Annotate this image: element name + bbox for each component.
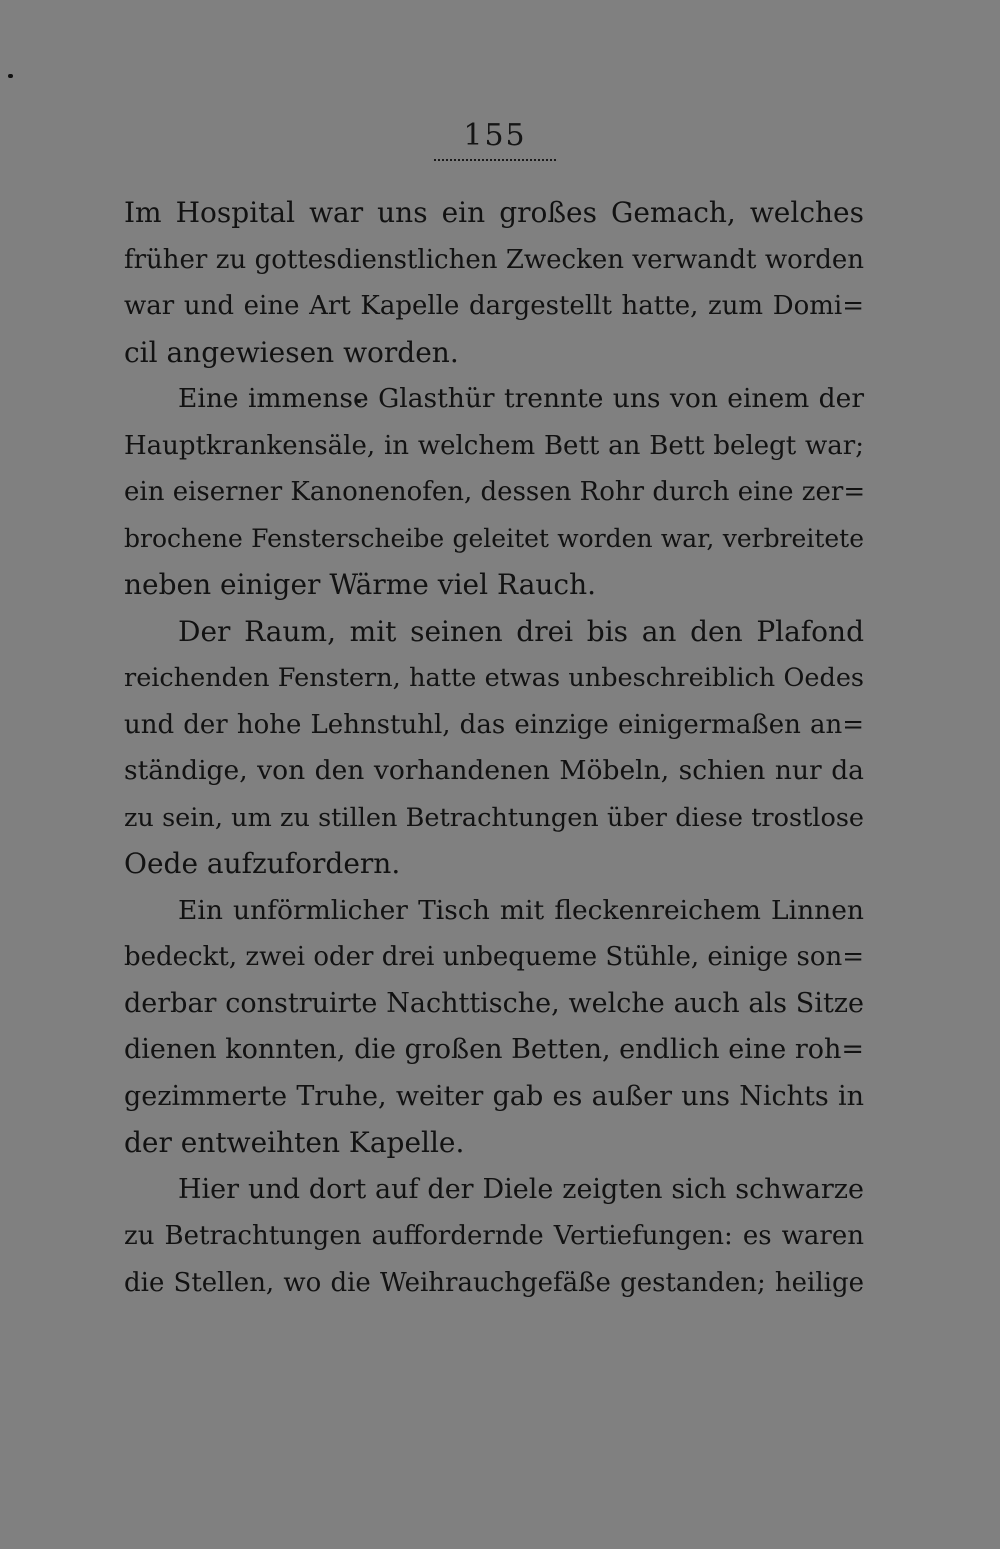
- text-line: Im Hospital war uns ein großes Gemach, welches: [124, 196, 864, 229]
- page-number: 155: [463, 118, 527, 153]
- text-line: Der Raum, mit seinen drei bis an den Plafond: [178, 614, 864, 648]
- text-line: Hier und dort auf der Diele zeigten sich schwarze: [178, 1173, 864, 1205]
- text-line: zu sein, um zu stillen Betrachtungen über diese trostlose: [124, 802, 864, 833]
- text-line: brochene Fensterscheibe geleitet worden war, verbreitete: [124, 523, 864, 553]
- text-line: und der hohe Lehnstuhl, das einzige einigermaßen an=: [124, 709, 864, 740]
- text-line: war und eine Art Kapelle dargestellt hatte, zum Domi=: [124, 291, 864, 321]
- text-line: derbar construirte Nachttische, welche auch als Sitze: [124, 987, 864, 1019]
- text-line: Hauptkrankensäle, in welchem Bett an Bett belegt war;: [124, 430, 864, 461]
- text-line: dienen konnten, die großen Betten, endlich eine roh=: [124, 1034, 864, 1065]
- text-line: Ein unförmlicher Tisch mit fleckenreichem Linnen: [178, 894, 864, 926]
- text-line: gezimmerte Truhe, weiter gab es außer uns Nichts in: [124, 1080, 864, 1112]
- text-line: zu Betrachtungen auffordernde Vertiefungen: es waren: [124, 1221, 864, 1251]
- ink-speck: [8, 74, 13, 78]
- text-line: der entweihten Kapelle.: [124, 1126, 465, 1159]
- text-line: Eine immense Glasthür trennte uns von einem der: [178, 383, 864, 414]
- text-line: neben einiger Wärme viel Rauch.: [124, 568, 597, 601]
- text-line: bedeckt, zwei oder drei unbequeme Stühle, einige son=: [124, 942, 864, 972]
- text-line: Oede aufzufordern.: [124, 847, 401, 880]
- body-text: [124, 190, 864, 1306]
- text-line: reichenden Fenstern, hatte etwas unbeschreiblich Oedes: [124, 663, 864, 693]
- text-line: ein eiserner Kanonenofen, dessen Rohr durch eine zer=: [124, 477, 866, 507]
- text-line: ständige, von den vorhandenen Möbeln, schien nur da: [124, 755, 864, 786]
- header-rule: [434, 159, 556, 161]
- text-line: die Stellen, wo die Weihrauchgefäße gestanden; heilige: [124, 1267, 864, 1298]
- text-line: früher zu gottesdienstlichen Zwecken verwandt worden: [124, 244, 864, 275]
- text-line: cil angewiesen worden.: [124, 335, 459, 369]
